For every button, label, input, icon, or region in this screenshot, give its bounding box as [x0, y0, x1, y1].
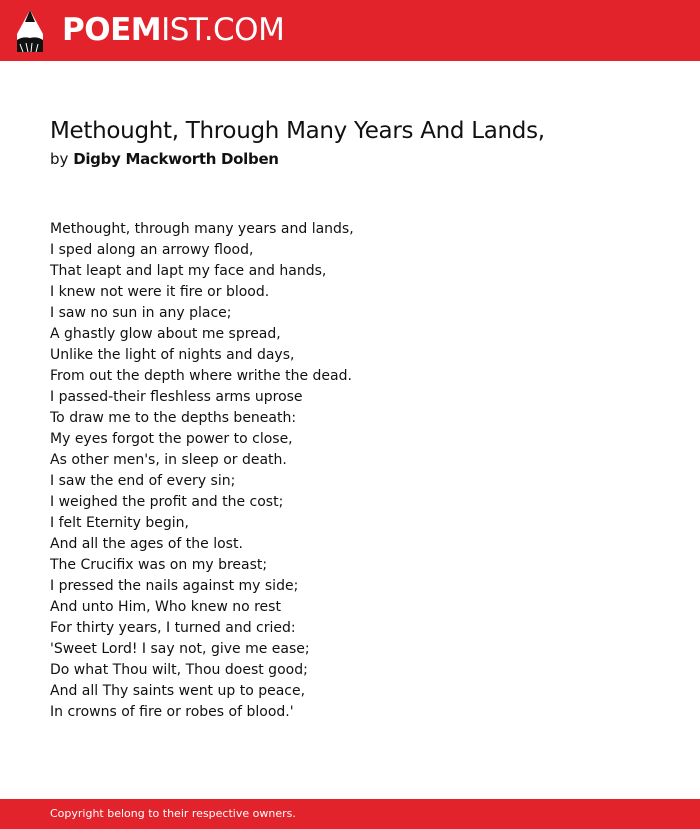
- poem-line: I sped along an arrowy flood,: [50, 242, 254, 258]
- poem-line: I passed-their fleshless arms uprose: [50, 389, 303, 405]
- poem-line: 'Sweet Lord! I say not, give me ease;: [50, 641, 310, 657]
- poem-line: The Crucifix was on my breast;: [50, 557, 268, 573]
- site-header: [0, 0, 700, 61]
- byline: [50, 149, 279, 169]
- poem-line: A ghastly glow about me spread,: [50, 326, 281, 342]
- poem-title: Methought, Through Many Years And Lands,: [50, 118, 545, 144]
- poem-line: I saw no sun in any place;: [50, 305, 232, 321]
- poem-body: [50, 219, 670, 723]
- poem-line: I weighed the profit and the cost;: [50, 494, 284, 510]
- poem-line: I felt Eternity begin,: [50, 515, 189, 531]
- by-label: by: [50, 150, 69, 168]
- poem-line: I saw the end of every sin;: [50, 473, 236, 489]
- poem-line: Methought, through many years and lands,: [50, 221, 354, 237]
- copyright-text: Copyright belong to their respective owners.: [50, 807, 296, 820]
- poem-line: I knew not were it fire or blood.: [50, 284, 270, 300]
- poem-line: And all Thy saints went up to peace,: [50, 683, 306, 699]
- poem-line: Unlike the light of nights and days,: [50, 347, 295, 363]
- pen-nib-icon: [17, 10, 43, 52]
- poem-line: And unto Him, Who knew no rest: [50, 599, 281, 615]
- poem-line: For thirty years, I turned and cried:: [50, 620, 296, 636]
- poem-line: My eyes forgot the power to close,: [50, 431, 293, 447]
- poem-line: And all the ages of the lost.: [50, 536, 243, 552]
- poem-line: Do what Thou wilt, Thou doest good;: [50, 662, 308, 678]
- poem-line: As other men's, in sleep or death.: [50, 452, 287, 468]
- site-footer: [0, 799, 700, 829]
- poem-line: That leapt and lapt my face and hands,: [50, 263, 327, 279]
- poem-line: From out the depth where writhe the dead.: [50, 368, 352, 384]
- poem-line: I pressed the nails against my side;: [50, 578, 299, 594]
- logo-light-text: IST.COM: [161, 12, 285, 48]
- poem-line: In crowns of fire or robes of blood.': [50, 704, 294, 720]
- author-name: Digby Mackworth Dolben: [73, 150, 279, 168]
- site-logo[interactable]: [62, 12, 284, 48]
- poem-line: To draw me to the depths beneath:: [50, 410, 297, 426]
- logo-bold-text: POEM: [62, 12, 162, 48]
